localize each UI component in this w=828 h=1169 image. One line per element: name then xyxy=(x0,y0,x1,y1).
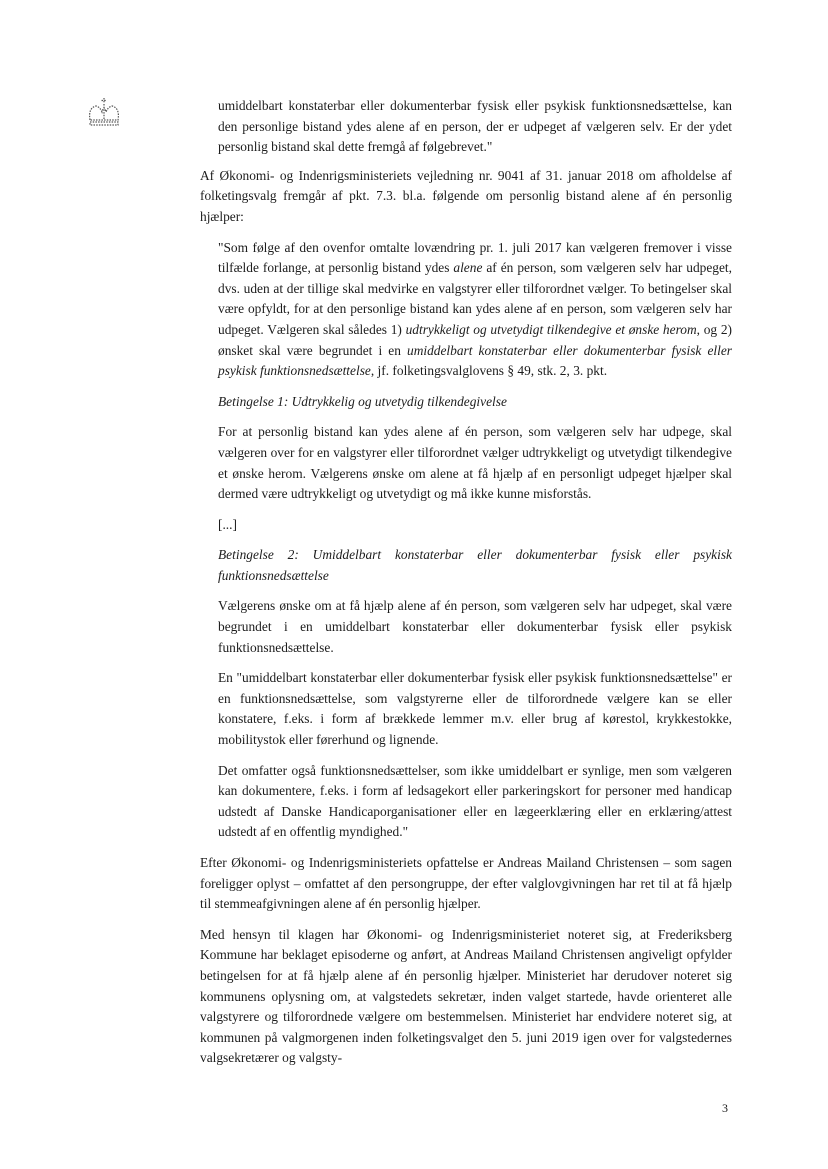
quote-subheading: Betingelse 2: Umiddelbart konstaterbar eller dokumenterbar fysisk eller psykisk funktionsnedsættelse xyxy=(218,547,732,583)
paragraph: umiddelbart konstaterbar eller dokumenterbar fysisk eller psykisk funktionsnedsættelse, kan den personlige bistand ydes alene af en person, der er udpeget af vælgeren selv. Er der ydet personlig bistand skal dette fremgå af følgebrevet." xyxy=(218,98,732,155)
paragraph: Med hensyn til klagen har Økonomi- og Indenrigsministeriet noteret sig, at Frederiksberg Kommune har beklaget episoderne og anført, at Andreas Mailand Christensen angiveligt opfylder betingelsen for at få hjælp alene af én personlig hjælper. Ministeriet har derudover noteret sig kommunens oplysning om, at valgstedets sekretær, inden valget startede, havde orienteret alle valgstyrere og tilforordnede vælgere om bestemmelsen. Ministeriet har endvidere noteret sig, at kommunen på valgmorgenen inden folketingsvalget den 5. juni 2019 igen over for valgstedernes valgsekretærer og valgsty- xyxy=(200,926,732,1066)
text-run: af én person, som vælgeren selv har udpeget, dvs. uden at der tillige skal medvirke en valgstyrer eller tilforordnet vælger. To betingelser skal være opfyldt, for at den personlige bistand kan ydes alene af en person, som vælgeren selv har udpeget. Vælgeren skal således 1) xyxy=(218,260,732,337)
quote-subheading: Betingelse 1: Udtrykkelig og utvetydig tilkendegivelse xyxy=(218,393,507,409)
quote-paragraph: Vælgerens ønske om at få hjælp alene af én person, som vælgeren selv har udpeget, skal være begrundet i en umiddelbart konstaterbar eller dokumenterbar fysisk eller psykisk funktionsnedsættelse. xyxy=(218,598,732,655)
page-number: 3 xyxy=(722,1101,728,1115)
text-run: , jf. folketingsvalglovens § 49, stk. 2, 3. pkt. xyxy=(370,363,608,379)
paragraph: Efter Økonomi- og Indenrigsministeriets opfattelse er Andreas Mailand Christensen – som sagen foreligger oplyst – omfattet af den persongruppe, der efter valglovgivningen har ret til at få hjælp til stemmeafgivningen alene af én personlig hjælper. xyxy=(200,855,732,912)
emphasis: alene xyxy=(453,260,483,276)
omission-marker: [...] xyxy=(218,516,237,532)
emphasis: udtrykkeligt og utvetydigt tilkendegive et ønske herom xyxy=(405,321,697,337)
quote-paragraph xyxy=(218,238,732,382)
quote-paragraph: En "umiddelbart konstaterbar eller dokumenterbar fysisk eller psykisk funktionsnedsættelse" er en funktionsnedsættelse, som valgstyrerne eller de tilforordnede vælgere kan se eller konstatere, f.eks. i form af brækkede lemmer m.v. eller brug af kørestol, krykkestokke, mobilitystok eller førerhund og lignende. xyxy=(218,670,732,748)
crown-logo-icon xyxy=(84,96,124,130)
quote-paragraph: Det omfatter også funktionsnedsættelser, som ikke umiddelbart er synlige, men som vælgeren kan dokumentere, f.eks. i form af ledsagekort eller parkeringskort for personer med handicap udstedt af Danske Handicaporganisationer eller en lægeerklæring eller en erklæring/attest udstedt af en offentlig myndighed." xyxy=(218,762,732,840)
text-run: , og 2) ønsket skal være begrundet i en xyxy=(218,321,733,358)
document-body xyxy=(200,96,732,1079)
quote-paragraph: For at personlig bistand kan ydes alene af én person, som vælgeren selv har udpege, skal vælgeren over for en valgstyrer eller tilforordnet vælger udtrykkeligt og utvetydigt tilkendegive et ønske herom. Vælgerens ønske om alene at få hjælp af en personligt udpeget hjælper skal dermed være udtrykkeligt og utvetydigt og må ikke kunne misforstås. xyxy=(218,424,732,502)
emphasis: umiddelbart konstaterbar eller dokumenterbar fysisk eller psykisk funktionsnedsættelse xyxy=(218,342,732,379)
text-run: "Som følge af den ovenfor omtalte lovændring pr. 1. juli 2017 kan vælgeren fremover i visse tilfælde forlange, at personlig bistand ydes xyxy=(218,239,732,276)
paragraph: Af Økonomi- og Indenrigsministeriets vejledning nr. 9041 af 31. januar 2018 om afholdelse af folketingsvalg fremgår af pkt. 7.3. bl.a. følgende om personlig bistand alene af én personlig hjælper: xyxy=(200,167,732,224)
